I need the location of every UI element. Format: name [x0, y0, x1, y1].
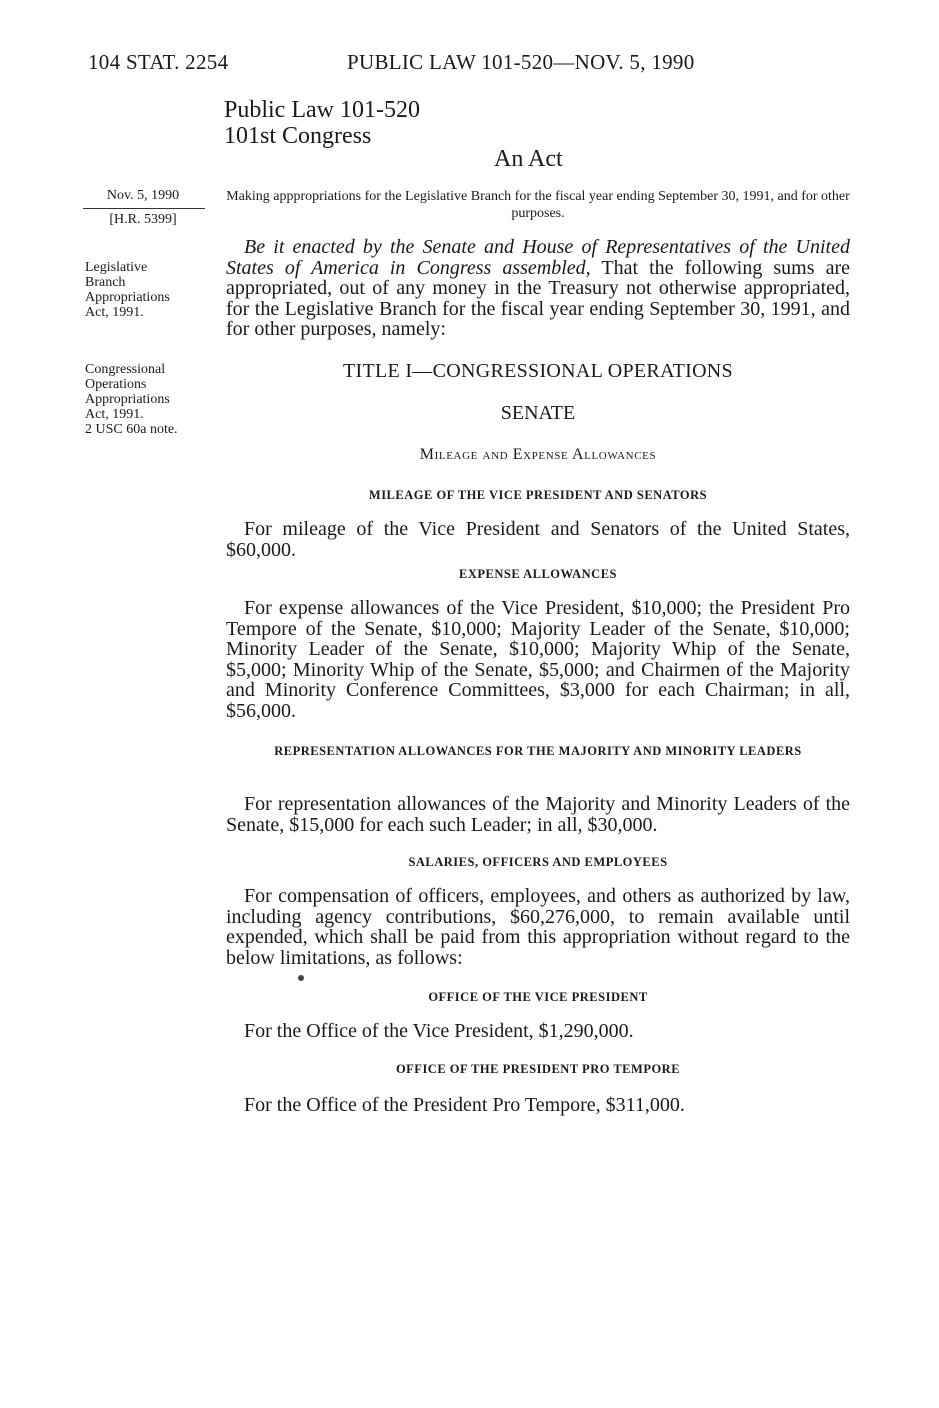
margin-note-line: Branch — [85, 275, 126, 290]
vice-president-subheading: OFFICE OF THE VICE PRESIDENT — [428, 990, 648, 1004]
senate-heading: SENATE — [500, 402, 576, 424]
representation-subheading: REPRESENTATION ALLOWANCES FOR THE MAJORITY AND MINORITY LEADERS — [274, 744, 802, 758]
representation-paragraph — [226, 794, 850, 835]
vice-president-line: For the Office of the Vice President, $1,290,000. — [244, 1020, 634, 1042]
page-reference: 104 STAT. 2254 — [88, 50, 229, 74]
margin-note-line: Act, 1991. — [85, 407, 144, 422]
mileage-text: For mileage of the Vice President and Senators of the United States, $60,000. — [226, 518, 850, 561]
expense-paragraph — [226, 598, 850, 721]
pro-tempore-line: For the Office of the President Pro Tempore, $311,000. — [244, 1094, 685, 1116]
act-purpose: Making apppropriations for the Legislative Branch for the fiscal year ending September 30, 1991, and for other purposes. — [226, 189, 850, 221]
margin-note-legislative — [85, 260, 210, 320]
title-heading: TITLE I—CONGRESSIONAL OPERATIONS — [343, 360, 733, 382]
salaries-paragraph — [226, 886, 850, 968]
expense-subheading: EXPENSE ALLOWANCES — [459, 567, 617, 581]
enacting-formula: Be it enacted by the Senate and House of Representatives of the United States of America in Congress assembled, — [226, 236, 850, 279]
margin-divider — [83, 208, 205, 209]
stray-dot — [298, 975, 304, 981]
margin-note-line: Operations — [85, 377, 147, 392]
mileage-expense-heading: Mileage and Expense Allowances — [419, 446, 657, 463]
margin-note-line: Congressional — [85, 362, 166, 377]
pro-tempore-subheading: OFFICE OF THE PRESIDENT PRO TEMPORE — [395, 1062, 681, 1076]
margin-note-line: Appropriations — [85, 392, 170, 407]
act-heading: An Act — [494, 146, 563, 172]
representation-text: For representation allowances of the Majority and Minority Leaders of the Senate, $15,000 for each such Leader; in all, $30,000. — [226, 793, 850, 836]
margin-note-congressional — [85, 362, 210, 437]
mileage-paragraph — [226, 519, 850, 560]
expense-text: For expense allowances of the Vice President, $10,000; the President Pro Tempore of the Senate, $10,000; Majority Leader of the Senate, $10,000; Minority Leader of the Senate, $10,000; Majority Whip of the Senate, $5,000; Minority Whip of the Senate, $5,000; and Chairmen of the Majority and Minority Conference Committees, $3,000 for each Chairman; in all, $56,000. — [226, 597, 850, 722]
margin-note-line: 2 USC 60a note. — [85, 422, 178, 437]
bill-number: [H.R. 5399] — [109, 212, 177, 227]
enactment-date: Nov. 5, 1990 — [106, 188, 180, 203]
congress-number: 101st Congress — [224, 123, 372, 149]
salaries-subheading: SALARIES, OFFICERS AND EMPLOYEES — [408, 855, 668, 869]
mileage-subheading: MILEAGE OF THE VICE PRESIDENT AND SENATORS — [368, 488, 708, 502]
salaries-text: For compensation of officers, employees, and others as authorized by law, including agency contributions, $60,276,000, to remain available until expended, which shall be paid from this appropriation without regard to the below limitations, as follows: — [226, 885, 850, 969]
margin-note-line: Appropriations — [85, 290, 170, 305]
margin-note-line: Legislative — [85, 260, 148, 275]
law-title-block — [224, 97, 420, 149]
enacting-clause — [226, 237, 850, 340]
law-number: Public Law 101-520 — [224, 97, 420, 123]
margin-note-line: Act, 1991. — [85, 305, 144, 320]
running-title: PUBLIC LAW 101-520—NOV. 5, 1990 — [347, 50, 695, 74]
enacting-text: That the following sums are appropriated, out of any money in the Treasury not otherwise appropriated, for the Legislative Branch for the fiscal year ending September 30, 1991, and for other purposes, namely: — [226, 256, 850, 340]
